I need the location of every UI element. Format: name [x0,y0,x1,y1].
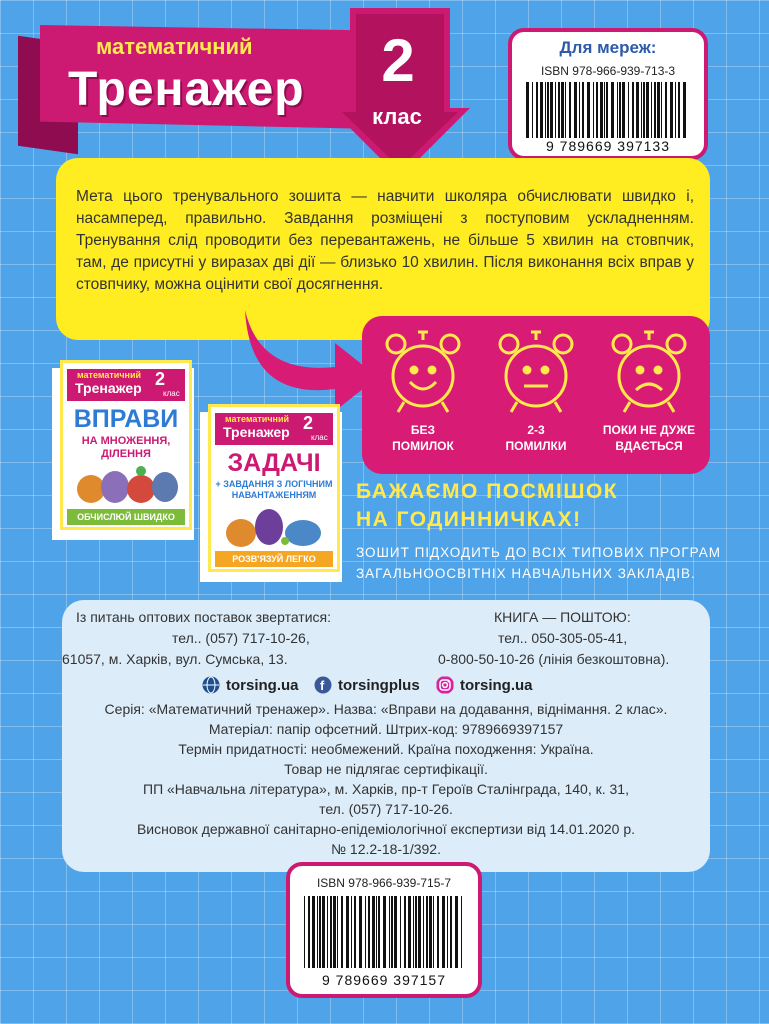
book-subtitle-1: НА МНОЖЕННЯ, [81,435,171,447]
book-cover-problems [208,404,340,572]
book-series-sub: математичний [225,414,290,424]
clock-label-not-yet [590,422,708,454]
barcode-icon [526,82,690,138]
social-website[interactable] [202,676,299,694]
clock-label-line2: ПОМИЛКИ [505,439,567,453]
social-facebook[interactable] [314,676,420,694]
happy-clock-icon [382,328,464,414]
compat-line-1: ЗОШИТ ПІДХОДИТЬ ДО ВСІХ ТИПОВИХ ПРОГРАМ [356,545,722,560]
facebook-label: torsingplus [338,676,420,694]
book-grade: 2 [155,369,166,389]
instagram-icon [436,676,454,694]
clock-label-line1: 2-3 [527,423,545,437]
social-instagram[interactable] [436,676,533,694]
clock-label-line2: ВДАЄТЬСЯ [615,439,683,453]
imprint-line: Матеріал: папір офсетний. Штрих-код: 9789669397157 [208,721,564,737]
wholesale-title: Із питань оптових поставок звертатися: [76,609,332,625]
website-label: torsing.ua [226,676,299,694]
clock-label-line1: БЕЗ [410,423,436,437]
barcode-network-label: Для мереж: [559,38,657,57]
clock-label-line2: ПОМИЛОК [392,439,454,453]
grade-word: клас [372,104,422,129]
clock-label-no-errors [368,422,478,454]
cats-illustration-icon [71,459,181,505]
imprint-line: Висновок державної санітарно-епідеміологічної експертизи від 14.01.2020 р. [136,821,636,837]
book-grade-word: клас [163,389,180,398]
barcode-box-top [508,28,708,160]
clock-label-few-errors [481,422,591,454]
barcode-number-top: 9 789669 397133 [546,138,670,154]
slogan-line-1: БАЖАЄМО ПОСМІШОК [356,480,619,503]
slogan-line-2: НА ГОДИННИЧКАХ! [356,508,582,531]
neutral-clock-icon [495,328,577,414]
globe-icon [202,676,220,694]
book-series: Тренажер [223,424,290,440]
book-grade: 2 [303,413,314,433]
book-cover-exercises [60,360,192,530]
imprint-line: тел. (057) 717-10-26. [319,801,453,817]
book-grade-word: клас [311,433,328,442]
book-footer: ОБЧИСЛЮЙ ШВИДКО [67,509,185,525]
facebook-icon [314,676,332,694]
grade-number: 2 [381,27,415,94]
book-title: ВПРАВИ [73,405,179,433]
imprint-line: Товар не підлягає сертифікації. [284,761,488,777]
series-subtitle: математичний [96,34,253,59]
book-title: ЗАДАЧІ [227,449,321,477]
sad-clock-icon [608,328,690,414]
svg-text:f: f [320,678,325,693]
clock-label-line1: ПОКИ НЕ ДУЖЕ [602,423,696,437]
compat-line-2: ЗАГАЛЬНООСВІТНІХ НАВЧАЛЬНИХ ЗАКЛАДІВ. [356,566,696,581]
wholesale-phone: тел.. (057) 717-10-26, [172,630,310,646]
wholesale-address: 61057, м. Харків, вул. Сумська, 13. [62,651,288,667]
mail-phone: тел.. 050-305-05-41, [498,630,628,646]
clock-rating-panel [362,316,710,474]
imprint-line: ПП «Навчальна література», м. Харків, пр-т Героїв Сталінграда, 140, к. 31, [143,781,629,797]
barcode-number-bottom: 9 789669 397157 [322,972,446,988]
curved-arrow-icon [240,305,380,415]
series-title: Тренажер [68,63,305,116]
instagram-label: torsing.ua [460,676,533,694]
book-subtitle-2: ДІЛЕННЯ [101,448,151,460]
info-panel [62,600,710,872]
isbn-bottom: ISBN 978-966-939-715-7 [316,876,452,890]
mail-title: КНИГА — ПОШТОЮ: [494,609,631,625]
book-subtitle-2: НАВАНТАЖЕННЯМ [231,490,317,500]
barcode-icon [304,896,464,968]
book-series-sub: математичний [77,370,142,380]
barcode-box-bottom [286,862,482,998]
imprint-line: Термін придатності: необмежений. Країна походження: Україна. [178,741,594,757]
intro-text: Мета цього тренувального зошита — навчити школяра обчислювати швидко і, насамперед, правильно. Завдання розміщені з поступовим ускладненням. Тренування слід проводити без перевантажень, не більше 5 хвилин на стовпчик, там, де присутні у виразах дві дії — близько 10 хвилин. Після виконання всіх вправ у стовпчику, можна оцінити свої досягнення. [76,188,694,293]
book-series: Тренажер [75,380,142,396]
book-subtitle-1: + ЗАВДАННЯ З ЛОГІЧНИМ [215,479,333,489]
imprint-line: № 12.2-18-1/392. [331,841,441,857]
cats-illustration-icon [219,501,329,549]
intro-panel [56,158,710,340]
book-footer: РОЗВ'ЯЗУЙ ЛЕГКО [215,551,333,567]
isbn-top: ISBN 978-966-939-713-3 [540,64,676,78]
mail-free-line: 0-800-50-10-26 (лінія безкоштовна). [438,651,670,667]
imprint-line: Серія: «Математичний тренажер». Назва: «Вправи на додавання, віднімання. 2 клас». [104,701,668,717]
